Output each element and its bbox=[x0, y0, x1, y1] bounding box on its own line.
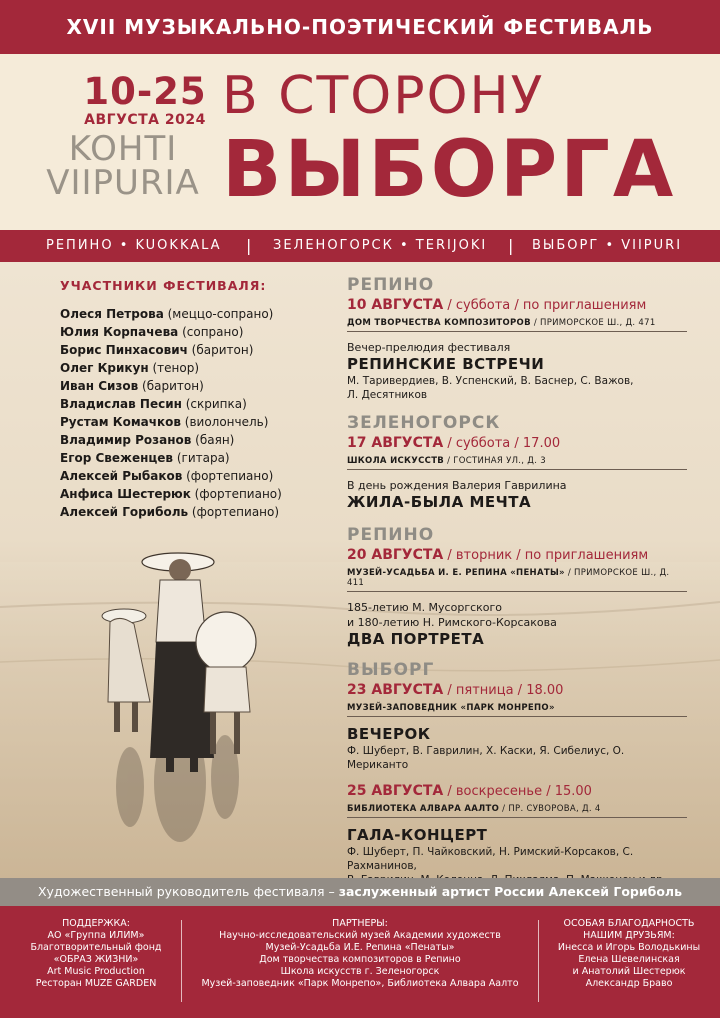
event-subtitle: 185-летию М. Мусоргского bbox=[347, 601, 503, 614]
event-name: ГАЛА-КОНЦЕРТ bbox=[347, 826, 488, 844]
participants-heading: УЧАСТНИКИ ФЕСТИВАЛЯ: bbox=[60, 278, 267, 293]
city-bar bbox=[0, 230, 720, 262]
finnish-title-line-1: KOHTI bbox=[68, 129, 178, 169]
city-zelenogorsk: ЗЕЛЕНОГОРСК • TERIJOKI bbox=[273, 238, 488, 253]
venue-name: ШКОЛА ИСКУССТВ bbox=[347, 456, 445, 466]
participant bbox=[36, 305, 336, 323]
title-line-2: ВЫБОРГА bbox=[222, 125, 677, 215]
event-date-text: 17 АВГУСТА bbox=[347, 435, 444, 451]
footer-divider bbox=[538, 920, 539, 1002]
thanks-item: Елена Шевелинская bbox=[578, 954, 680, 965]
event-composers: Л. Десятников bbox=[347, 389, 428, 401]
participant-role: (баритон) bbox=[187, 343, 254, 357]
partners-heading: ПАРТНЕРЫ: bbox=[332, 918, 388, 929]
participant bbox=[36, 395, 336, 413]
finnish-title-line-2: VIIPURIA bbox=[46, 163, 200, 203]
participant bbox=[36, 323, 336, 341]
support-item: Благотворительный фонд bbox=[30, 942, 162, 953]
program bbox=[347, 274, 687, 887]
participant bbox=[36, 341, 336, 359]
event-date-text: 10 АВГУСТА bbox=[347, 297, 444, 313]
participant-name: Юлия Корпачева bbox=[60, 325, 179, 339]
event-subtitle: и 180-летию Н. Римского-Корсакова bbox=[347, 616, 557, 629]
footer-divider bbox=[181, 920, 182, 1002]
event-repino-20 bbox=[347, 524, 687, 649]
participant bbox=[36, 431, 336, 449]
participant-role: (баритон) bbox=[138, 379, 204, 393]
participant-name: Борис Пинхасович bbox=[60, 343, 188, 357]
venue-address: / ПР. СУВОРОВА, Д. 4 bbox=[499, 804, 601, 814]
venue-address: / ПРИМОРСКОЕ Ш., Д. 471 bbox=[530, 318, 656, 328]
event-vyborg-25 bbox=[347, 782, 687, 887]
partner-item: Школа искусств г. Зеленогорск bbox=[280, 966, 440, 977]
artistic-director bbox=[0, 878, 720, 906]
participant bbox=[36, 359, 336, 377]
partner-item: Музей-заповедник «Парк Монрепо», Библиотека Алвара Аалто bbox=[201, 978, 519, 989]
participant-role: (фортепиано) bbox=[188, 505, 280, 519]
thanks-heading: ОСОБАЯ БЛАГОДАРНОСТЬ bbox=[563, 918, 695, 929]
event-date-info: / пятница / 18.00 bbox=[443, 683, 564, 698]
event-name: ЖИЛА-БЫЛА МЕЧТА bbox=[347, 493, 532, 511]
participant-name: Алексей Рыбаков bbox=[60, 469, 183, 483]
participant-role: (скрипка) bbox=[181, 397, 247, 411]
venue-name: ДОМ ТВОРЧЕСТВА КОМПОЗИТОРОВ bbox=[347, 318, 531, 328]
director-name: заслуженный артист России Алексей Гориболь bbox=[338, 884, 682, 899]
partner-item: Музей-Усадьба И.Е. Репина «Пенаты» bbox=[265, 942, 455, 953]
participant bbox=[36, 467, 336, 485]
support-item: Ресторан MUZE GARDEN bbox=[35, 978, 157, 989]
venue-name: МУЗЕЙ-УСАДЬБА И. Е. РЕПИНА «ПЕНАТЫ» bbox=[347, 568, 565, 578]
participant-name: Анфиса Шестерюк bbox=[60, 487, 191, 501]
event-date-text: 20 АВГУСТА bbox=[347, 547, 444, 563]
event-composers: Ф. Шуберт, В. Гаврилин, Х. Каски, Я. Сибелиус, О. Мериканто bbox=[347, 745, 625, 771]
event-date bbox=[347, 546, 687, 565]
event-date-text: 23 АВГУСТА bbox=[347, 682, 444, 698]
city-separator: | bbox=[246, 236, 254, 255]
hero bbox=[0, 54, 720, 230]
participant-role: (баян) bbox=[191, 433, 235, 447]
event-venue bbox=[347, 453, 687, 470]
event-city: ЗЕЛЕНОГОРСК bbox=[347, 413, 501, 433]
thanks-item: Инесса и Игорь Володькины bbox=[557, 942, 701, 953]
title-line-1: В СТОРОНУ bbox=[222, 66, 545, 126]
participant bbox=[36, 485, 336, 503]
event-subtitle: Вечер-прелюдия фестиваля bbox=[347, 341, 511, 354]
festival-banner: XVII МУЗЫКАЛЬНО-ПОЭТИЧЕСКИЙ ФЕСТИВАЛЬ bbox=[0, 0, 720, 54]
support-item: АО «Группа ИЛИМ» bbox=[47, 930, 145, 941]
partner-item: Дом творчества композиторов в Репино bbox=[259, 954, 461, 965]
event-date-info: / суббота / по приглашениям bbox=[443, 298, 647, 313]
participant bbox=[36, 503, 336, 521]
event-date bbox=[347, 296, 687, 315]
event-date bbox=[347, 782, 687, 801]
participant-name: Алексей Гориболь bbox=[60, 505, 189, 519]
month-year: АВГУСТА 2024 bbox=[84, 112, 206, 128]
event-date-info: / воскресенье / 15.00 bbox=[443, 784, 592, 799]
participant bbox=[36, 449, 336, 467]
event-subtitle: В день рождения Валерия Гаврилина bbox=[347, 479, 567, 492]
venue-name: БИБЛИОТЕКА АЛВАРА ААЛТО bbox=[347, 804, 500, 814]
participant-role: (виолончель) bbox=[180, 415, 269, 429]
venue-address: / ПРИМОРСКОЕ Ш., Д. 411 bbox=[347, 568, 670, 588]
city-vyborg: ВЫБОРГ • VIIPURI bbox=[532, 238, 683, 253]
participant-role: (сопрано) bbox=[178, 325, 244, 339]
director-prefix: Художественный руководитель фестиваля – bbox=[37, 884, 339, 899]
finnish-title bbox=[38, 129, 208, 203]
participant bbox=[36, 413, 336, 431]
event-composers: Ф. Шуберт, П. Чайковский, Н. Римский-Корсаков, С. Рахманинов, bbox=[347, 846, 634, 872]
participant-role: (фортепиано) bbox=[182, 469, 274, 483]
venue-name: МУЗЕЙ-ЗАПОВЕДНИК «ПАРК МОНРЕПО» bbox=[347, 703, 555, 713]
event-composers: М. Таривердиев, В. Успенский, В. Баснер, С. Важов, bbox=[347, 375, 634, 387]
partners-column bbox=[190, 918, 530, 990]
partner-item: Научно-исследовательский музей Академии художеств bbox=[219, 930, 501, 941]
event-date-text: 25 АВГУСТА bbox=[347, 783, 444, 799]
footer bbox=[0, 906, 720, 1018]
participant-name: Егор Свеженцев bbox=[60, 451, 174, 465]
event-date-info: / суббота / 17.00 bbox=[443, 436, 561, 451]
event-name: РЕПИНСКИЕ ВСТРЕЧИ bbox=[347, 355, 545, 373]
support-item: Art Music Production bbox=[47, 966, 145, 977]
participant-name: Рустам Комачков bbox=[60, 415, 181, 429]
event-venue bbox=[347, 700, 687, 717]
support-item: «ОБРАЗ ЖИЗНИ» bbox=[53, 954, 139, 965]
thanks-heading: НАШИМ ДРУЗЬЯМ: bbox=[583, 930, 675, 941]
participant-role: (фортепиано) bbox=[190, 487, 282, 501]
thanks-column bbox=[544, 918, 714, 990]
event-city: РЕПИНО bbox=[347, 525, 435, 545]
event-name: ВЕЧЕРОК bbox=[347, 725, 431, 743]
participant-role: (тенор) bbox=[148, 361, 199, 375]
event-date bbox=[347, 434, 687, 453]
participant-name: Олеся Петрова bbox=[60, 307, 164, 321]
thanks-item: Александр Браво bbox=[585, 978, 673, 989]
participant-role: (меццо-сопрано) bbox=[163, 307, 274, 321]
event-date bbox=[347, 681, 687, 700]
participant-role: (гитара) bbox=[173, 451, 230, 465]
event-city: РЕПИНО bbox=[347, 275, 435, 295]
festival-dates bbox=[80, 72, 210, 128]
thanks-item: и Анатолий Шестерюк bbox=[572, 966, 686, 977]
participant-name: Иван Сизов bbox=[60, 379, 139, 393]
participant-name: Владислав Песин bbox=[60, 397, 182, 411]
event-city: ВЫБОРГ bbox=[347, 660, 435, 680]
event-vyborg-23 bbox=[347, 659, 687, 772]
support-column bbox=[12, 918, 180, 990]
participant-name: Олег Крикун bbox=[60, 361, 149, 375]
event-name: ДВА ПОРТРЕТА bbox=[347, 630, 485, 648]
event-repino-10 bbox=[347, 274, 687, 402]
event-zelenogorsk-17 bbox=[347, 412, 687, 512]
city-repino: РЕПИНО • KUOKKALA bbox=[46, 238, 222, 253]
participant bbox=[36, 377, 336, 395]
event-date-info: / вторник / по приглашениям bbox=[443, 548, 649, 563]
participant-name: Владимир Розанов bbox=[60, 433, 192, 447]
date-range: 10-25 bbox=[83, 70, 207, 113]
venue-address: / ГОСТИНАЯ УЛ., Д. 3 bbox=[444, 456, 546, 466]
event-venue bbox=[347, 801, 687, 818]
participants bbox=[36, 278, 336, 521]
event-venue bbox=[347, 315, 687, 332]
city-separator: | bbox=[508, 236, 516, 255]
event-venue bbox=[347, 565, 687, 592]
support-heading: ПОДДЕРЖКА: bbox=[62, 918, 130, 929]
